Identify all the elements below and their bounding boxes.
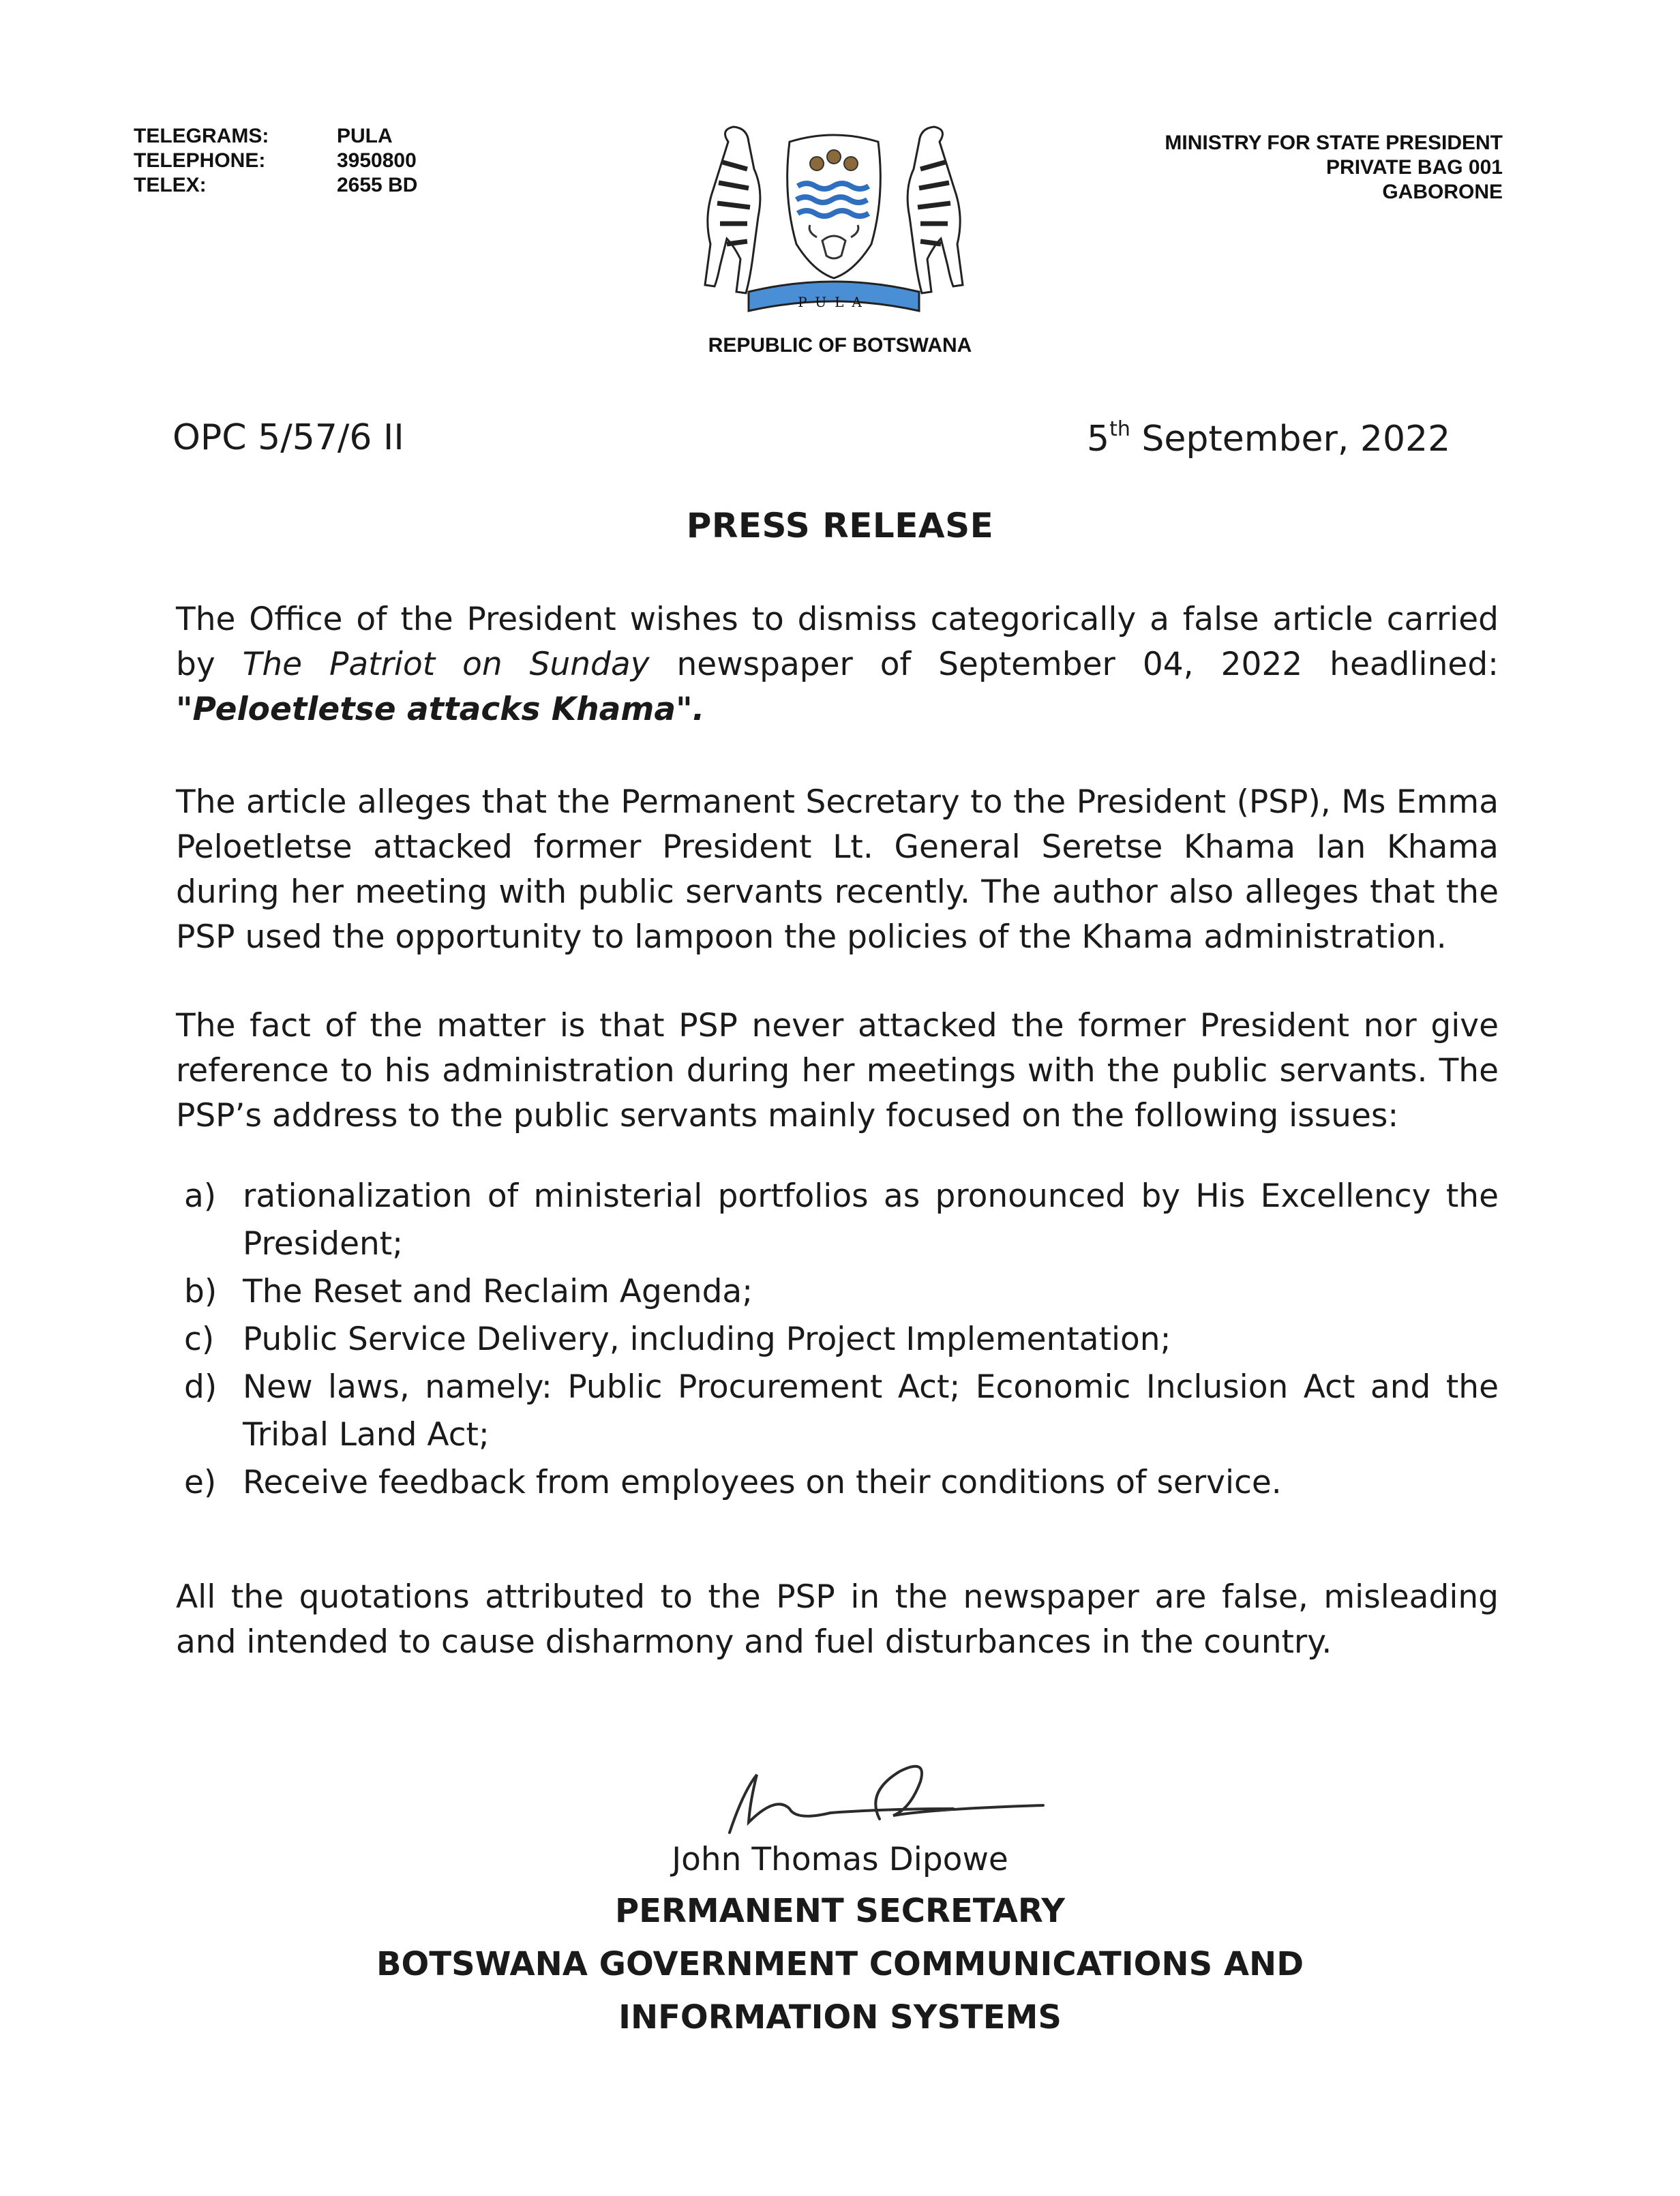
paragraph-5: All the quotations attributed to the PSP in the newspaper are false, misleading and intended to cause disharmony and fuel disturbances in the country. (176, 1578, 1499, 1661)
ministry-name: MINISTRY FOR STATE PRESIDENT (1165, 132, 1503, 154)
left-zebra (705, 127, 760, 293)
list-text: Receive feedback from employees on their conditions of service. (243, 1464, 1282, 1501)
contact-labels (134, 124, 269, 198)
contact-label: TELEX: (134, 174, 207, 196)
article-headline: "Peloetletse attacks Khama". (176, 691, 705, 728)
signatory-name: John Thomas Dipowe (672, 1841, 1008, 1878)
signatory-title: PERMANENT SECRETARY (614, 1892, 1066, 1930)
date-day: 5 (1087, 419, 1110, 460)
list-item (184, 1173, 1499, 1268)
list-item (184, 1316, 1499, 1364)
signatory-org-line-2: INFORMATION SYSTEMS (618, 1998, 1062, 2036)
list-item (184, 1364, 1499, 1459)
coat-of-arms-icon (687, 121, 980, 326)
telegrams-value: PULA (337, 125, 393, 147)
page-title: PRESS RELEASE (686, 506, 994, 545)
issues-list (184, 1173, 1499, 1507)
country-name: REPUBLIC OF BOTSWANA (708, 334, 972, 357)
p1-lead: The Office of the President wishes to dismiss categorically a false article carried by (176, 601, 1499, 683)
contact-values (337, 124, 417, 198)
list-text: rationalization of ministerial portfolios as pronounced by His Excellency the President; (243, 1177, 1499, 1263)
paragraph-1 (176, 597, 1499, 732)
signature-icon (709, 1758, 1064, 1839)
ministry-address (1165, 131, 1503, 205)
telephone-value: 3950800 (337, 149, 417, 172)
document-date (1087, 417, 1450, 460)
paragraph-3: The fact of the matter is that PSP never attacked the former President nor give reference to his administration during her meetings with the public servants. The PSP’s address to the public servants mainly focused on the following issues: (176, 1007, 1499, 1134)
newspaper-name: The Patriot on Sunday (242, 646, 650, 683)
paragraph-2: The article alleges that the Permanent Secretary to the President (PSP), Ms Emma Peloetletse attacked former President Lt. General Seretse Khama Ian Khama during her meeting with public servants recently. The author also alleges that the PSP used the opportunity to lampoon the policies of the Khama administration. (176, 783, 1499, 956)
list-text: Public Service Delivery, including Project Implementation; (243, 1321, 1171, 1358)
motto-text: PULA (798, 294, 870, 310)
list-marker: d) (184, 1368, 217, 1406)
list-marker: c) (184, 1321, 215, 1358)
contact-label: TELEPHONE: (134, 149, 266, 172)
list-text: The Reset and Reclaim Agenda; (243, 1273, 753, 1310)
list-marker: a) (184, 1177, 217, 1215)
ministry-city: GABORONE (1382, 181, 1503, 203)
motto-ribbon (749, 282, 919, 311)
list-item (184, 1459, 1499, 1507)
list-marker: b) (184, 1273, 217, 1310)
list-marker: e) (184, 1464, 217, 1501)
list-item (184, 1268, 1499, 1316)
reference-number: OPC 5/57/6 II (172, 417, 404, 458)
right-zebra (907, 127, 963, 293)
date-rest: September, 2022 (1130, 419, 1451, 460)
p1-mid: newspaper of September 04, 2022 headlined: (649, 646, 1499, 683)
shield (787, 135, 881, 278)
date-suffix: th (1109, 417, 1130, 441)
telex-value: 2655 BD (337, 174, 418, 196)
contact-label: TELEGRAMS: (134, 125, 269, 147)
ministry-bag: PRIVATE BAG 001 (1326, 156, 1503, 179)
list-text: New laws, namely: Public Procurement Act; Economic Inclusion Act and the Tribal Land Act; (243, 1368, 1499, 1454)
signatory-org-line-1: BOTSWANA GOVERNMENT COMMUNICATIONS AND (376, 1945, 1304, 1983)
